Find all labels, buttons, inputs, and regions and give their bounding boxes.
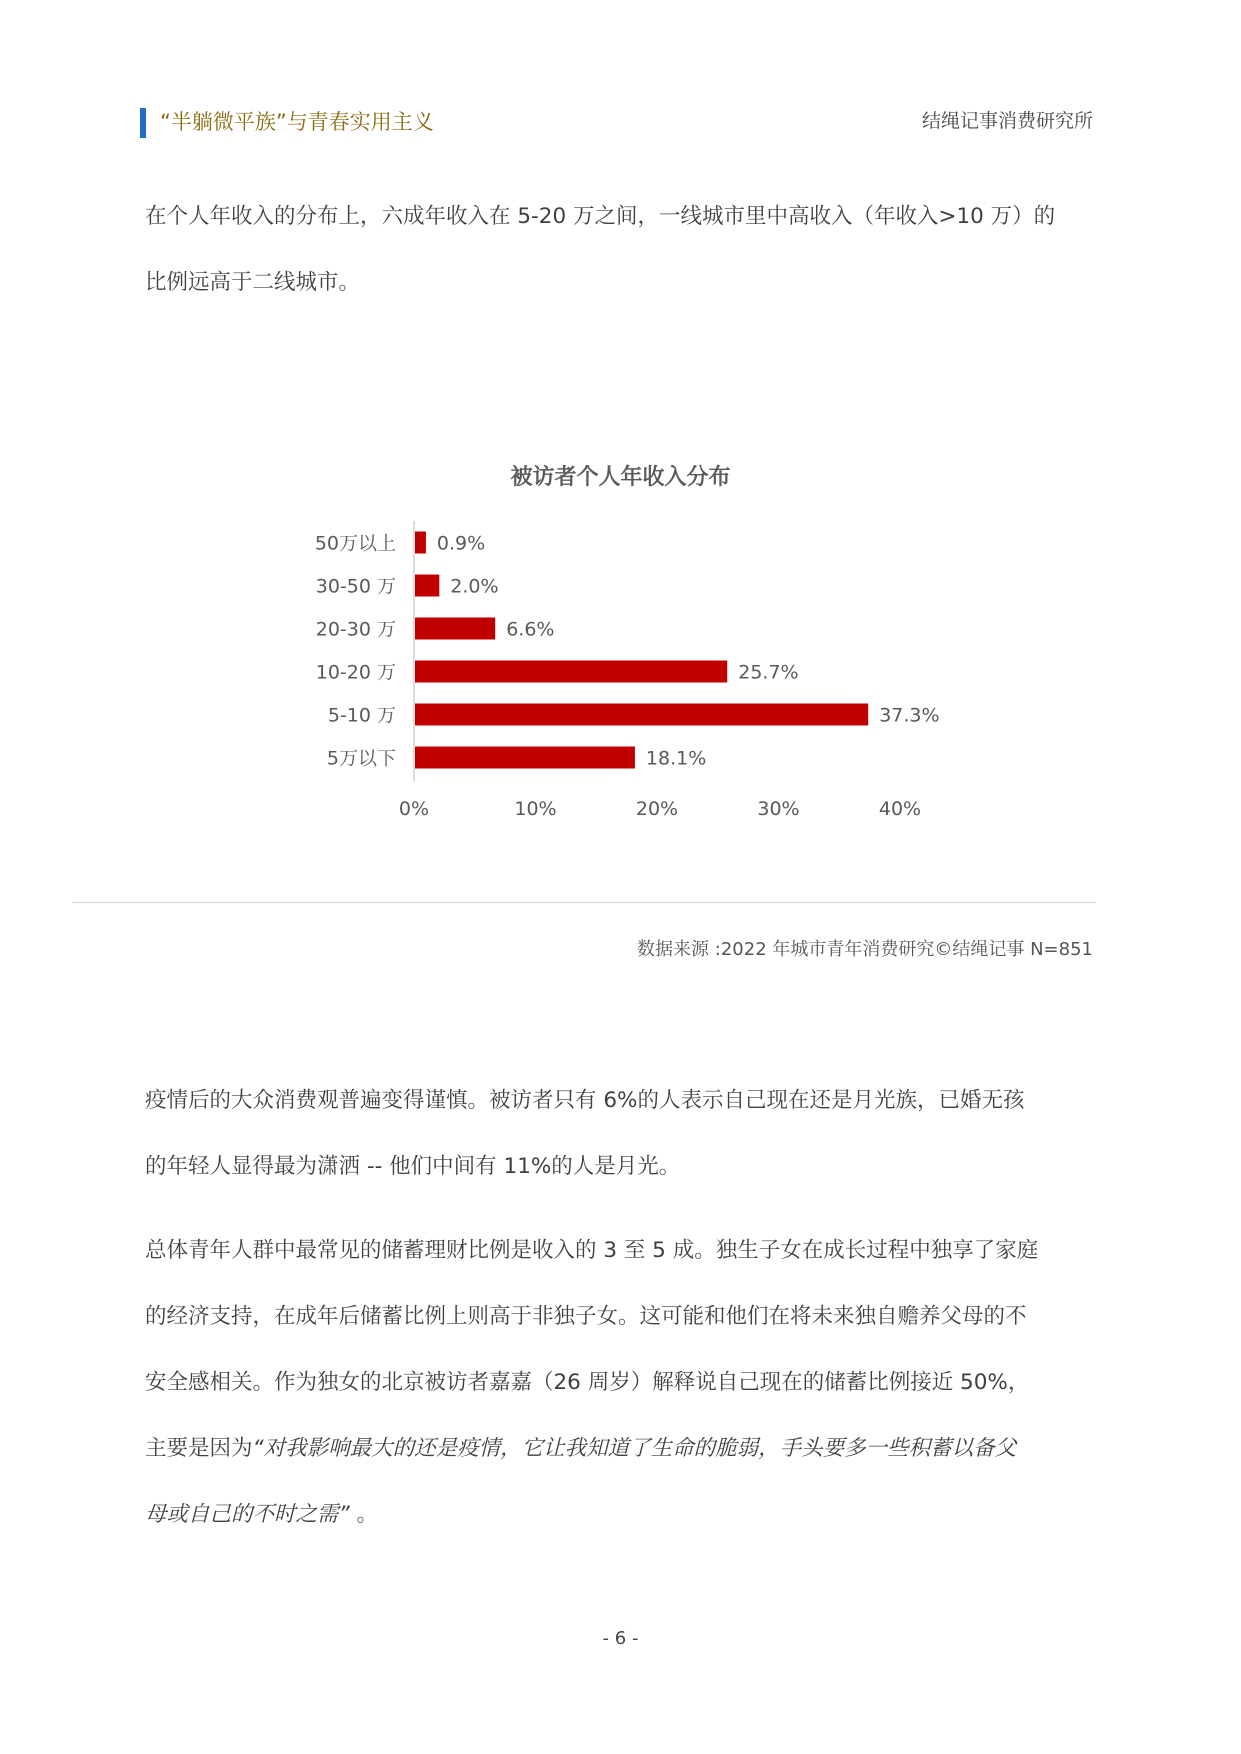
para3-line5-suffix: 。 [349, 1502, 378, 1527]
para3-line-3: 安全感相关。作为独女的北京被访者嘉嘉（26 周岁）解释说自己现在的储蓄比例接近 50%， [145, 1370, 1030, 1395]
para2-line-2: 的年轻人显得最为潇洒 -- 他们中间有 11%的人是月光。 [145, 1154, 681, 1179]
para3-line-1: 总体青年人群中最常见的储蓄理财比例是收入的 3 至 5 成。独生子女在成长过程中独享了家庭 [145, 1238, 1039, 1263]
para3-line4-prefix: 主要是因为 [145, 1436, 253, 1461]
value-label-3: 25.7% [738, 661, 799, 684]
category-label-4: 5-10 万 [327, 704, 396, 727]
paragraph-3 [145, 1218, 1095, 1548]
x-tick-label-1: 10% [514, 798, 557, 820]
category-label-5: 5万以下 [326, 747, 396, 770]
category-label-0: 50万以上 [314, 532, 396, 555]
para3-line-4 [145, 1416, 1095, 1482]
para3-line-2: 的经济支持，在成年后储蓄比例上则高于非独子女。这可能和他们在将未来独自赡养父母的不 [145, 1304, 1027, 1329]
paragraph-2 [145, 1068, 1095, 1200]
intro-line-1: 在个人年收入的分布上，六成年收入在 5-20 万之间，一线城市里中高收入（年收入>10 万）的 [145, 204, 1056, 229]
bar-1 [415, 575, 439, 597]
category-label-2: 20-30 万 [315, 618, 396, 641]
intro-line-2: 比例远高于二线城市。 [145, 270, 361, 295]
header-org: 结绳记事消费研究所 [921, 110, 1093, 132]
bar-4 [415, 704, 868, 726]
x-tick-label-4: 40% [878, 798, 922, 820]
header-title: “半躺微平族”与青春实用主义 [160, 110, 434, 134]
value-label-0: 0.9% [436, 532, 486, 555]
income-bar-chart [0, 0, 1241, 840]
bar-3 [415, 661, 727, 683]
bar-5 [415, 747, 635, 769]
chart-title: 被访者个人年收入分布 [510, 465, 731, 490]
value-label-4: 37.3% [879, 704, 940, 727]
data-source: 数据来源 :2022 年城市青年消费研究©结绳记事 N=851 [637, 939, 1093, 960]
para3-line-5 [145, 1482, 1095, 1548]
quote-part-2: 母或自己的不时之需” [145, 1502, 350, 1527]
x-tick-label-3: 30% [757, 798, 800, 820]
x-tick-label-2: 20% [635, 798, 679, 820]
category-label-3: 10-20 万 [315, 661, 396, 684]
quote-part-1: “对我影响最大的还是疫情，它让我知道了生命的脆弱，手头要多一些积蓄以备父 [252, 1436, 1017, 1461]
value-label-2: 6.6% [506, 618, 555, 641]
x-tick-label-0: 0% [398, 798, 430, 820]
divider [72, 902, 1096, 903]
bar-2 [415, 618, 495, 640]
bar-0 [415, 532, 426, 554]
para2-line-1: 疫情后的大众消费观普遍变得谨慎。被访者只有 6%的人表示自己现在还是月光族，已婚无孩 [145, 1088, 1025, 1113]
category-label-1: 30-50 万 [315, 575, 396, 598]
page-number: - 6 - [602, 1628, 639, 1649]
value-label-1: 2.0% [450, 575, 499, 598]
value-label-5: 18.1% [645, 747, 707, 770]
